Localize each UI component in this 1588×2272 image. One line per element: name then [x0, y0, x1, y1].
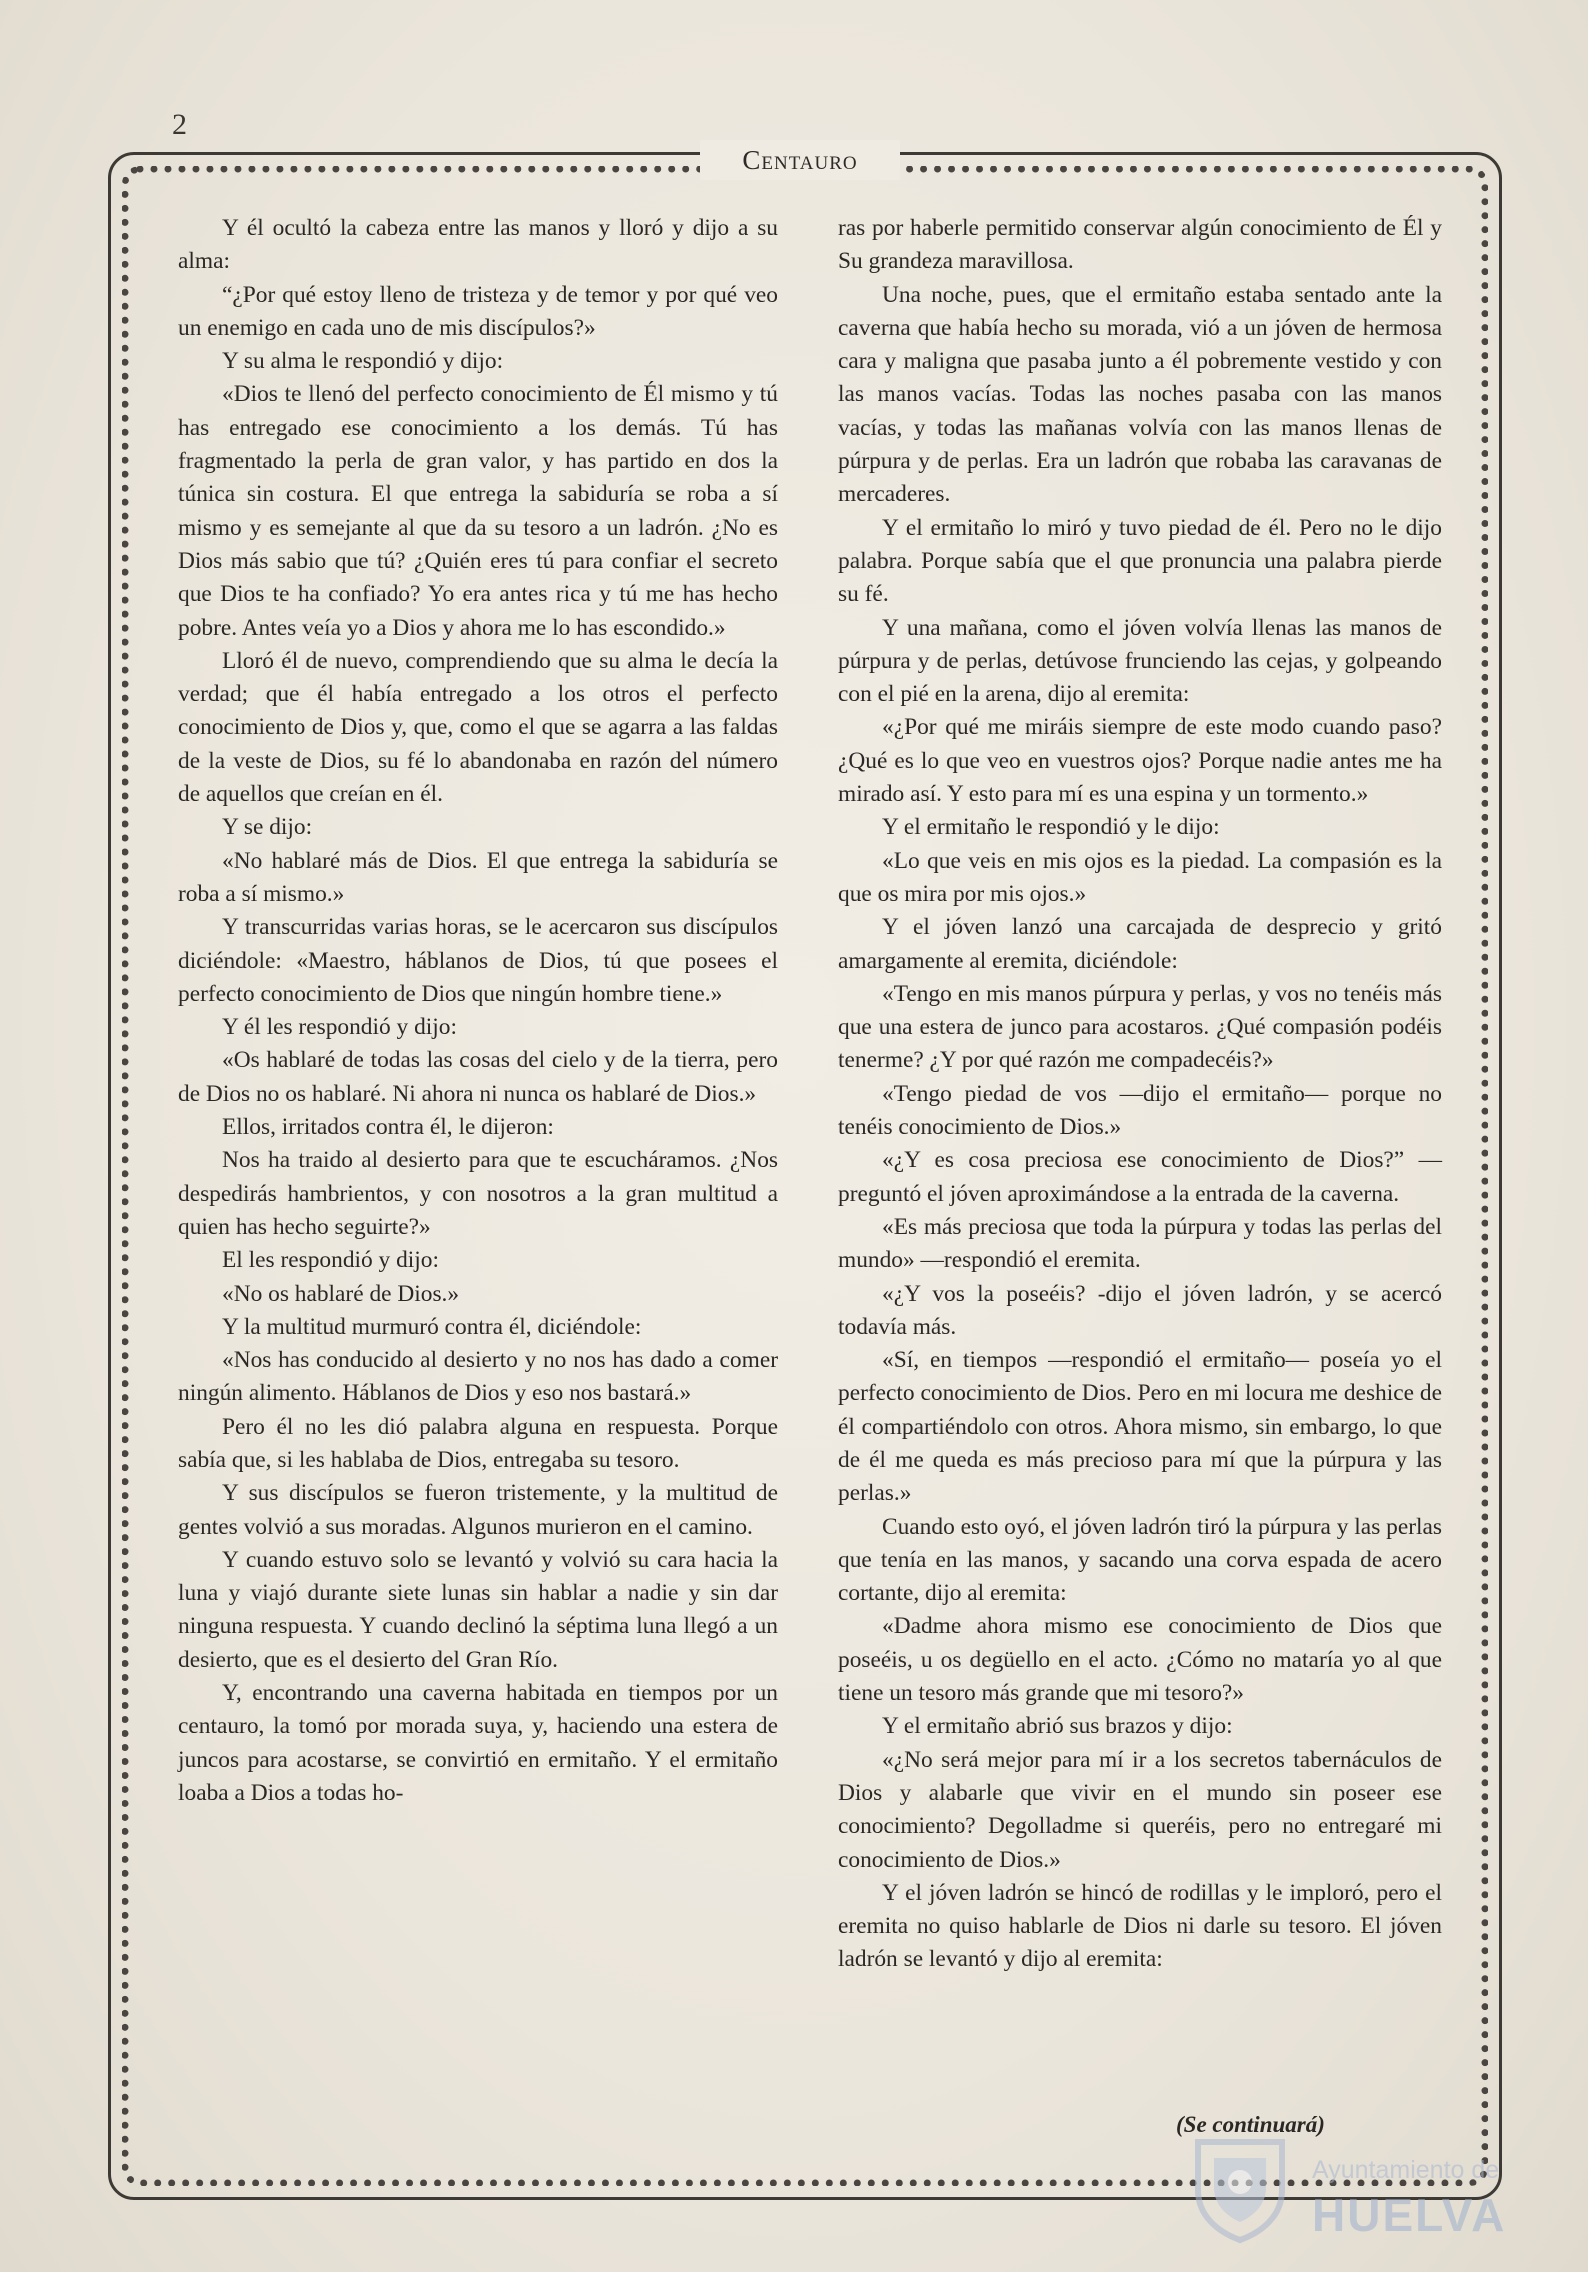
paragraph: Cuando esto oyó, el jóven ladrón tiró la púrpura y las perlas que tenía en las manos, y sacando una corva espada de acero cortante, dijo al eremita:	[838, 1513, 1442, 1607]
paragraph: Ellos, irritados contra él, le dijeron:	[222, 1114, 554, 1141]
magazine-title: Centauro	[700, 140, 900, 180]
paragraph: Y la multitud murmuró contra él, diciéndole:	[222, 1313, 642, 1340]
paragraph: Y el ermitaño le respondió y le dijo:	[882, 814, 1220, 841]
paragraph: «Nos has conducido al desierto y no nos has dado a comer ningún alimento. Háblanos de Dios y eso nos bastará.»	[178, 1347, 778, 1407]
paragraph: Y una mañana, como el jóven volvía llenas las manos de púrpura y de perlas, detúvose frunciendo las cejas, y golpeando con el pié en la arena, dijo al eremita:	[838, 614, 1442, 708]
paragraph: Y el ermitaño lo miró y tuvo piedad de él. Pero no le dijo palabra. Porque sabía que el que pronuncia una palabra pierde su fé.	[838, 514, 1442, 608]
continued-note: (Se continuará)	[1176, 2112, 1325, 2137]
paragraph: Y el jóven lanzó una carcajada de desprecio y gritó amargamente al eremita, diciéndole:	[838, 914, 1442, 974]
paragraph: Y, encontrando una caverna habitada en tiempos por un centauro, la tomó por morada suya, y, haciendo una estera de juncos para acostarse, se convirtió en ermitaño. Y el ermitaño loaba a Dios a todas ho-	[178, 1680, 778, 1806]
paragraph: Pero él no les dió palabra alguna en respuesta. Porque sabía que, si les hablaba de Dios, entregaba su tesoro.	[178, 1413, 778, 1473]
paragraph: «Dadme ahora mismo ese conocimiento de Dios que poseéis, u os degüello en el acto. ¿Cómo no mataría yo al que tiene un tesoro más grande que mi tesoro?»	[838, 1613, 1442, 1707]
paragraph: Lloró él de nuevo, comprendiendo que su alma le decía la verdad; que él había entregado a los otros el perfecto conocimiento de Dios y, que, como el que se agarra a las faldas de la veste de Dios, su fé lo abandonaba en razón del número de aquellos que creían en él.	[178, 647, 778, 808]
paragraph: «Tengo en mis manos púrpura y perlas, y vos no tenéis más que una estera de junco para acostaros. ¿Qué compasión podéis tenerme? ¿Y por qué razón me compadecéis?»	[838, 980, 1442, 1074]
paragraph: «Sí, en tiempos —respondió el ermitaño— poseía yo el perfecto conocimiento de Dios. Pero en mi locura me deshice de él compartiéndolo con otros. Ahora mismo, sin embargo, lo que de él me queda es más precioso para mí que la púrpura y las perlas.»	[838, 1347, 1442, 1507]
paragraph: “¿Por qué estoy lleno de tristeza y de temor y por qué veo un enemigo en cada uno de mis discípulos?»	[178, 281, 778, 341]
coat-of-arms-icon	[1184, 2132, 1296, 2244]
paragraph: Y transcurridas varias horas, se le acercaron sus discípulos diciéndole: «Maestro, háblanos de Dios, tú que posees el perfecto conocimiento de Dios que ningún hombre tiene.»	[178, 914, 778, 1007]
paragraph: «Dios te llenó del perfecto conocimiento de Él mismo y tú has entregado ese conocimiento a los demás. Tú has fragmentado la perla de gran valor, y has partido en dos la túnica sin costura. El que entrega la sabiduría se roba a sí mismo y es semejante al que da su tesoro a un ladrón. ¿No es Dios más sabio que tú? ¿Quién eres tú para confiar el secreto que Dios te ha confiado? Yo era antes rica y tú me has hecho pobre. Antes veía yo a Dios y ahora me lo has escondido.»	[178, 381, 778, 641]
paragraph: «Os hablaré de todas las cosas del cielo y de la tierra, pero de Dios no os hablaré. Ni ahora ni nunca os hablaré de Dios.»	[178, 1047, 778, 1107]
paragraph: El les respondió y dijo:	[222, 1247, 439, 1274]
page-number: 2	[172, 108, 187, 141]
paragraph: Y sus discípulos se fueron tristemente, y la multitud de gentes volvió a sus moradas. Algunos murieron en el camino.	[178, 1480, 778, 1540]
paragraph: «Es más preciosa que toda la púrpura y todas las perlas del mundo» —respondió el eremita.	[838, 1213, 1442, 1274]
watermark-line-1: Ayuntamiento de	[1312, 2156, 1500, 2184]
right-column	[838, 212, 1442, 1977]
paragraph: «No hablaré más de Dios. El que entrega la sabiduría se roba a sí mismo.»	[178, 847, 778, 907]
paragraph: «Lo que veis en mis ojos es la piedad. La compasión es la que os mira por mis ojos.»	[838, 847, 1442, 907]
paragraph: «¿Y vos la poseéis? -dijo el jóven ladrón, y se acercó todavía más.	[838, 1280, 1442, 1340]
paragraph: Y él les respondió y dijo:	[222, 1014, 457, 1041]
paragraph: Nos ha traido al desierto para que te escucháramos. ¿Nos despedirás hambrientos, y con nosotros a la gran multitud a quien has hecho seguirte?»	[178, 1147, 778, 1240]
watermark-line-2: HUELVA	[1312, 2189, 1507, 2241]
archive-watermark	[1184, 2132, 1524, 2244]
paragraph: «¿Por qué me miráis siempre de este modo cuando paso? ¿Qué es lo que veo en vuestros ojos? Porque nadie antes me ha mirado así. Y esto para mí es una espina y un tormento.»	[838, 714, 1442, 808]
paragraph: ras por haberle permitido conservar algún conocimiento de Él y Su grandeza maravillosa.	[838, 215, 1442, 275]
paragraph: Una noche, pues, que el ermitaño estaba sentado ante la caverna que había hecho su morada, vió a un jóven de hermosa cara y maligna que pasaba junto a él pobremente vestido y con las manos vacías. Todas las noches pasaba con las manos vacías, y todas las mañanas volvía con las manos llenas de púrpura y de perlas. Era un ladrón que robaba las caravanas de mercaderes.	[838, 281, 1442, 508]
paragraph: «Tengo piedad de vos —dijo el ermitaño— porque no tenéis conocimiento de Dios.»	[838, 1080, 1442, 1141]
paragraph: Y se dijo:	[222, 814, 313, 841]
paragraph: Y el jóven ladrón se hincó de rodillas y le imploró, pero el eremita no quiso hablarle de Dios ni darle su tesoro. El jóven ladrón se levantó y dijo al eremita:	[838, 1879, 1442, 1973]
left-column	[178, 212, 778, 1810]
paragraph: «¿No será mejor para mí ir a los secretos tabernáculos de Dios y alabarle que vivir en el mundo sin poseer ese conocimiento? Degolladme si queréis, pero no entregaré mi conocimiento de Dios.»	[838, 1746, 1442, 1873]
paragraph: Y él ocultó la cabeza entre las manos y lloró y dijo a su alma:	[178, 215, 778, 275]
paragraph: Y el ermitaño abrió sus brazos y dijo:	[882, 1713, 1233, 1740]
paragraph: Y cuando estuvo solo se levantó y volvió su cara hacia la luna y viajó durante siete lunas sin hablar a nadie y sin dar ninguna respuesta. Y cuando declinó la séptima luna llegó a un desierto, que es el desierto del Gran Río.	[178, 1546, 778, 1673]
paragraph: «¿Y es cosa preciosa ese conocimiento de Dios?” —preguntó el jóven aproximándose a la entrada de la caverna.	[838, 1147, 1442, 1207]
paragraph: Y su alma le respondió y dijo:	[222, 348, 504, 375]
paragraph: «No os hablaré de Dios.»	[222, 1280, 460, 1307]
